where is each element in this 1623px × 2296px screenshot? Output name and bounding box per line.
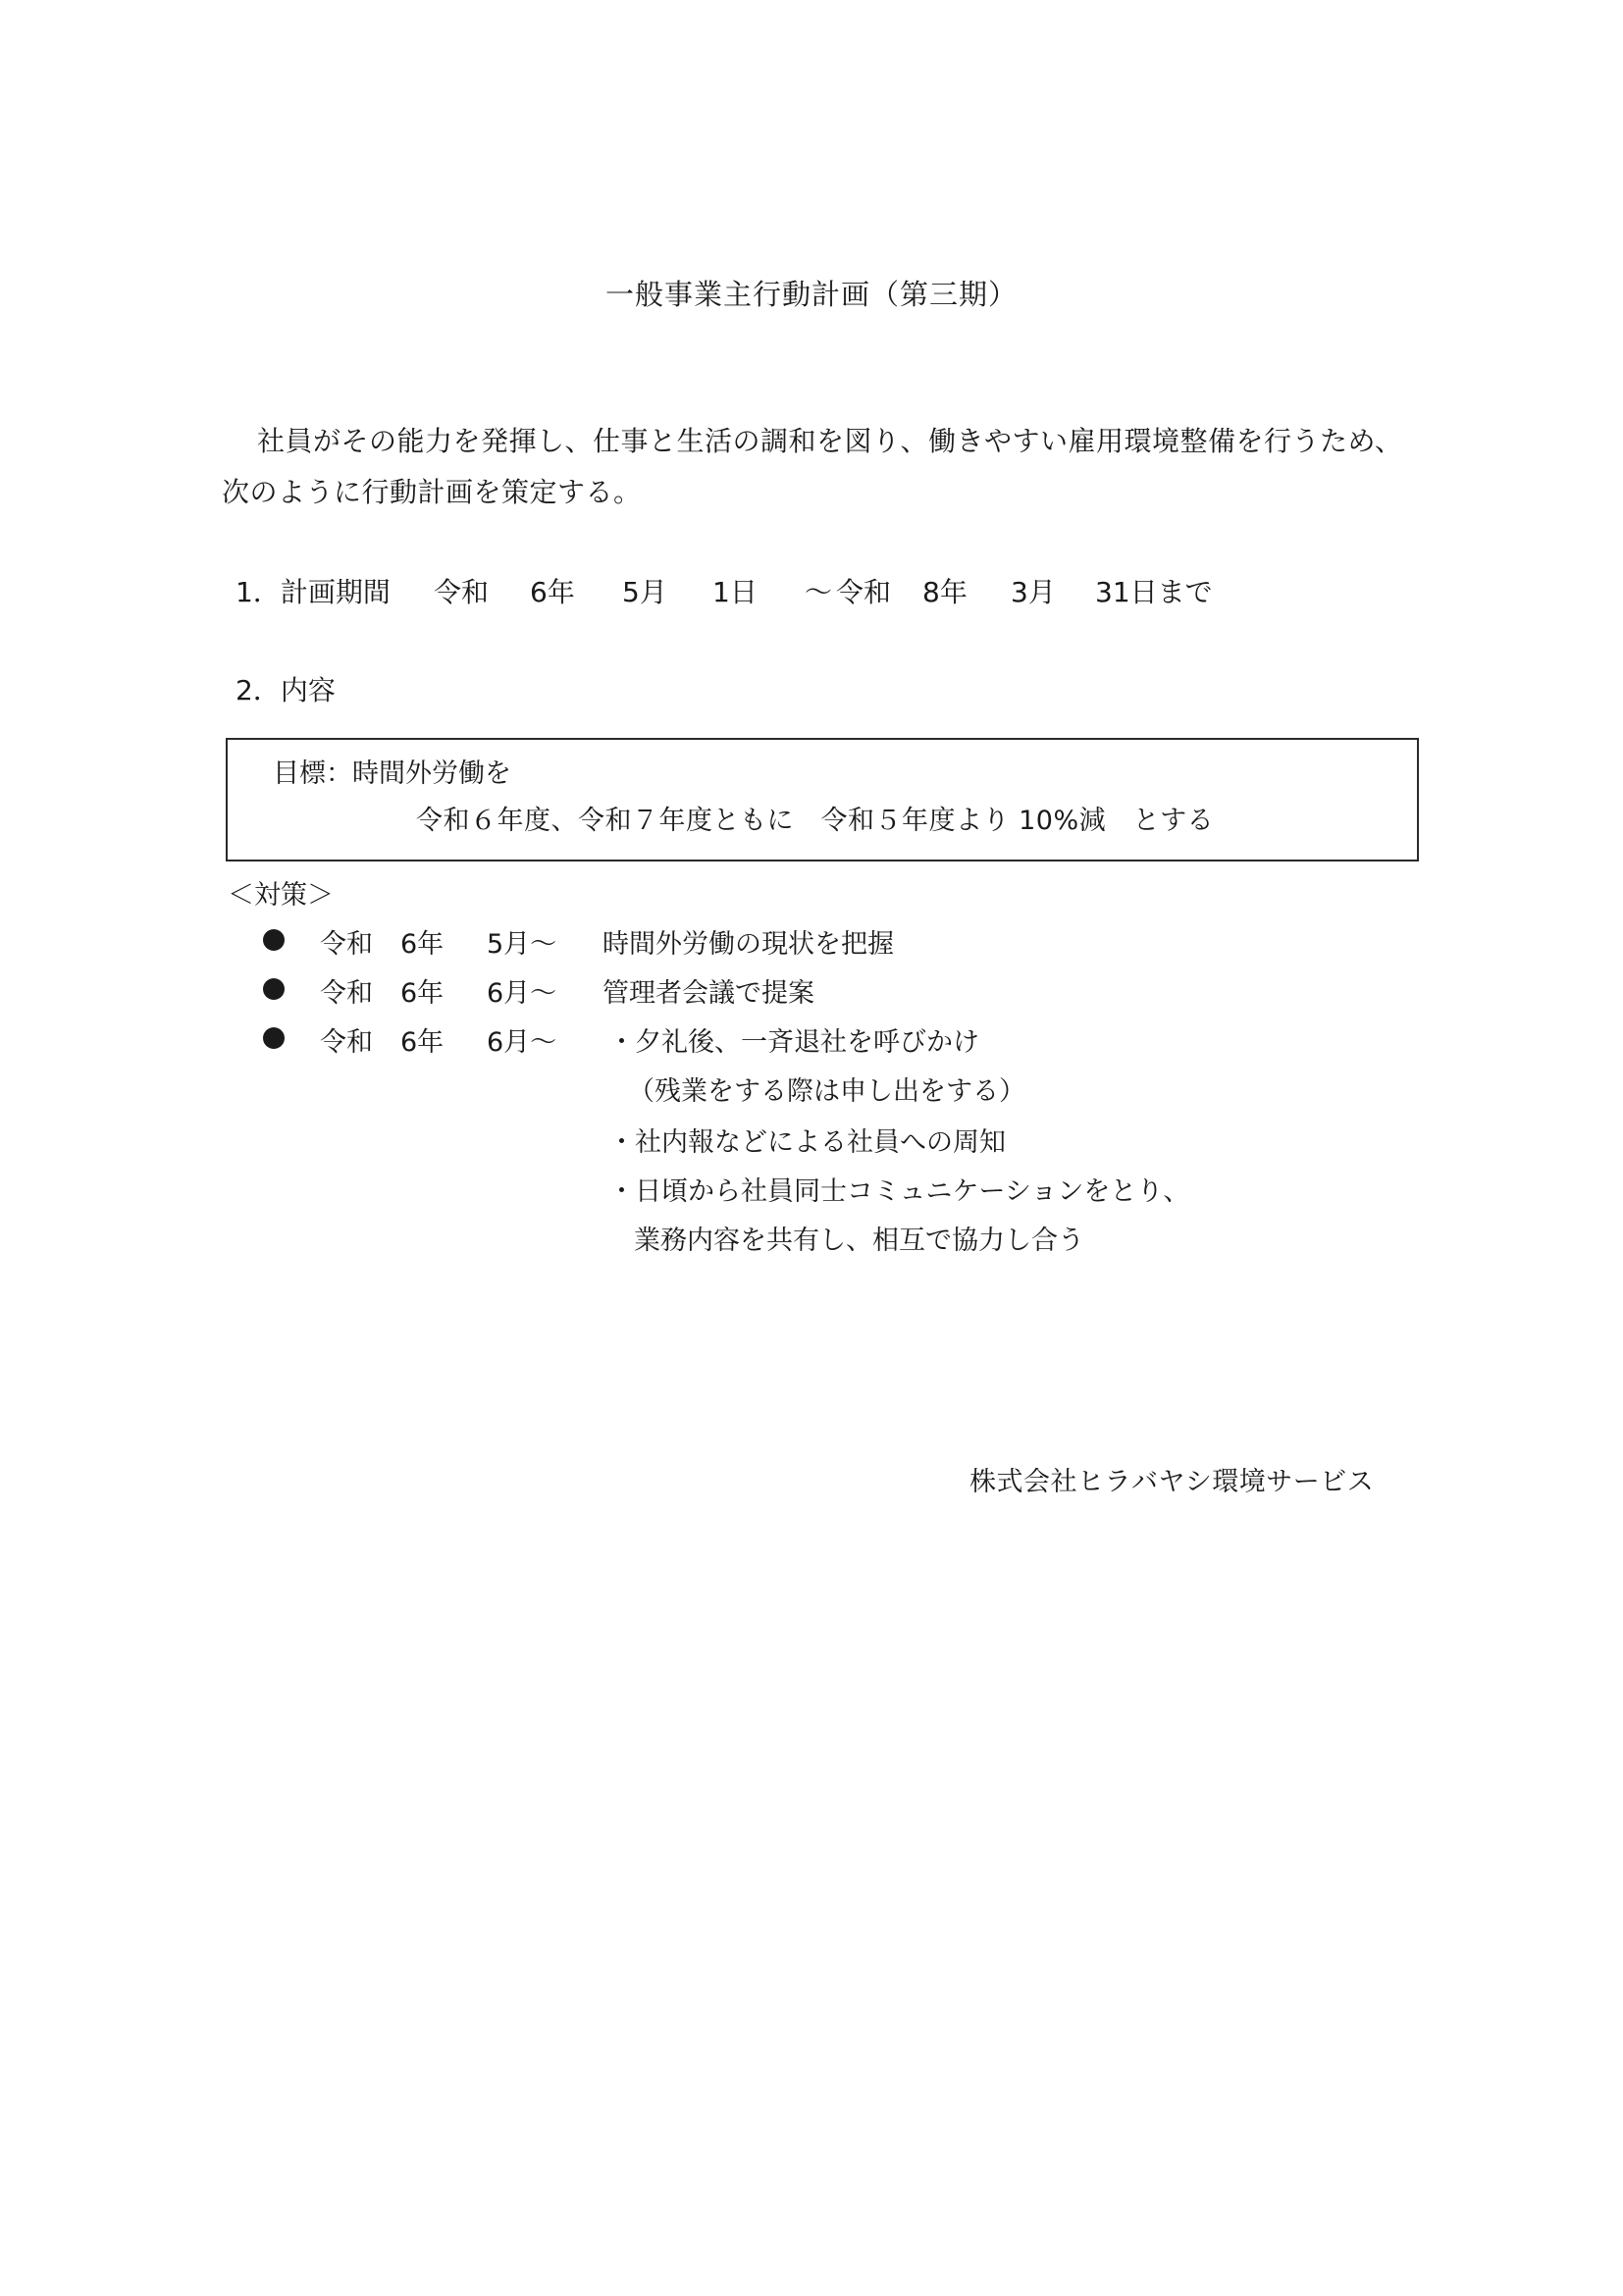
document-title: 一般事業主行動計画（第三期） xyxy=(604,278,1018,311)
plan-period-start-year: 6年 xyxy=(530,576,575,608)
measure-3-sub-line-3: ・日頃から社員同士コミュニケーションをとり、 xyxy=(608,1176,1190,1207)
goal-text: 令和６年度、令和７年度ともに 令和５年度より 10%減 とする xyxy=(416,806,1215,836)
measure-3-sub-line-2: ・社内報などによる社員への周知 xyxy=(608,1127,1006,1158)
measure-2-month: 6月～ xyxy=(487,978,557,1009)
measures-heading: ＜対策＞ xyxy=(228,880,334,911)
goal-label: 目標：時間外労働を xyxy=(273,758,511,789)
intro-line-2: 次のように行動計画を策定する。 xyxy=(222,476,642,508)
measure-1-era: 令和 xyxy=(320,929,373,960)
measure-3-sub-line-1: （残業をする際は申し出をする） xyxy=(628,1076,1025,1107)
bullet-icon xyxy=(263,929,285,951)
bullet-icon xyxy=(263,978,285,1000)
plan-period-start-day: 1日 xyxy=(712,576,758,608)
plan-period-start-month: 5月 xyxy=(622,576,667,608)
measure-2-year: 6年 xyxy=(400,978,445,1009)
plan-period-label: 1．計画期間 xyxy=(236,576,391,608)
measure-2-era: 令和 xyxy=(320,978,373,1009)
measure-3-month: 6月～ xyxy=(487,1027,557,1058)
section-2-heading: 2．内容 xyxy=(236,674,336,706)
plan-period-separator: ～ xyxy=(805,576,833,608)
plan-period-start-era: 令和 xyxy=(434,576,490,608)
plan-period-end-year: 8年 xyxy=(922,576,968,608)
measure-1-month: 5月～ xyxy=(487,929,557,960)
measure-2-text: 管理者会議で提案 xyxy=(602,978,814,1009)
bullet-icon xyxy=(263,1027,285,1049)
measure-1-year: 6年 xyxy=(400,929,445,960)
plan-period-end-era: 令和 xyxy=(836,576,892,608)
measure-3-era: 令和 xyxy=(320,1027,373,1058)
measure-3-text: ・夕礼後、一斉退社を呼びかけ xyxy=(608,1027,979,1058)
intro-line-1: 社員がその能力を発揮し、仕事と生活の調和を図り、働きやすい雇用環境整備を行うため、 xyxy=(257,425,1403,457)
company-name: 株式会社ヒラバヤシ環境サービス xyxy=(969,1467,1375,1497)
plan-period-end-month: 3月 xyxy=(1011,576,1056,608)
measure-3-year: 6年 xyxy=(400,1027,445,1058)
measure-3-sub-line-4: 業務内容を共有し、相互で協力し合う xyxy=(634,1226,1084,1256)
measure-1-text: 時間外労働の現状を把握 xyxy=(602,929,894,960)
plan-period-end-day: 31日まで xyxy=(1095,576,1213,608)
